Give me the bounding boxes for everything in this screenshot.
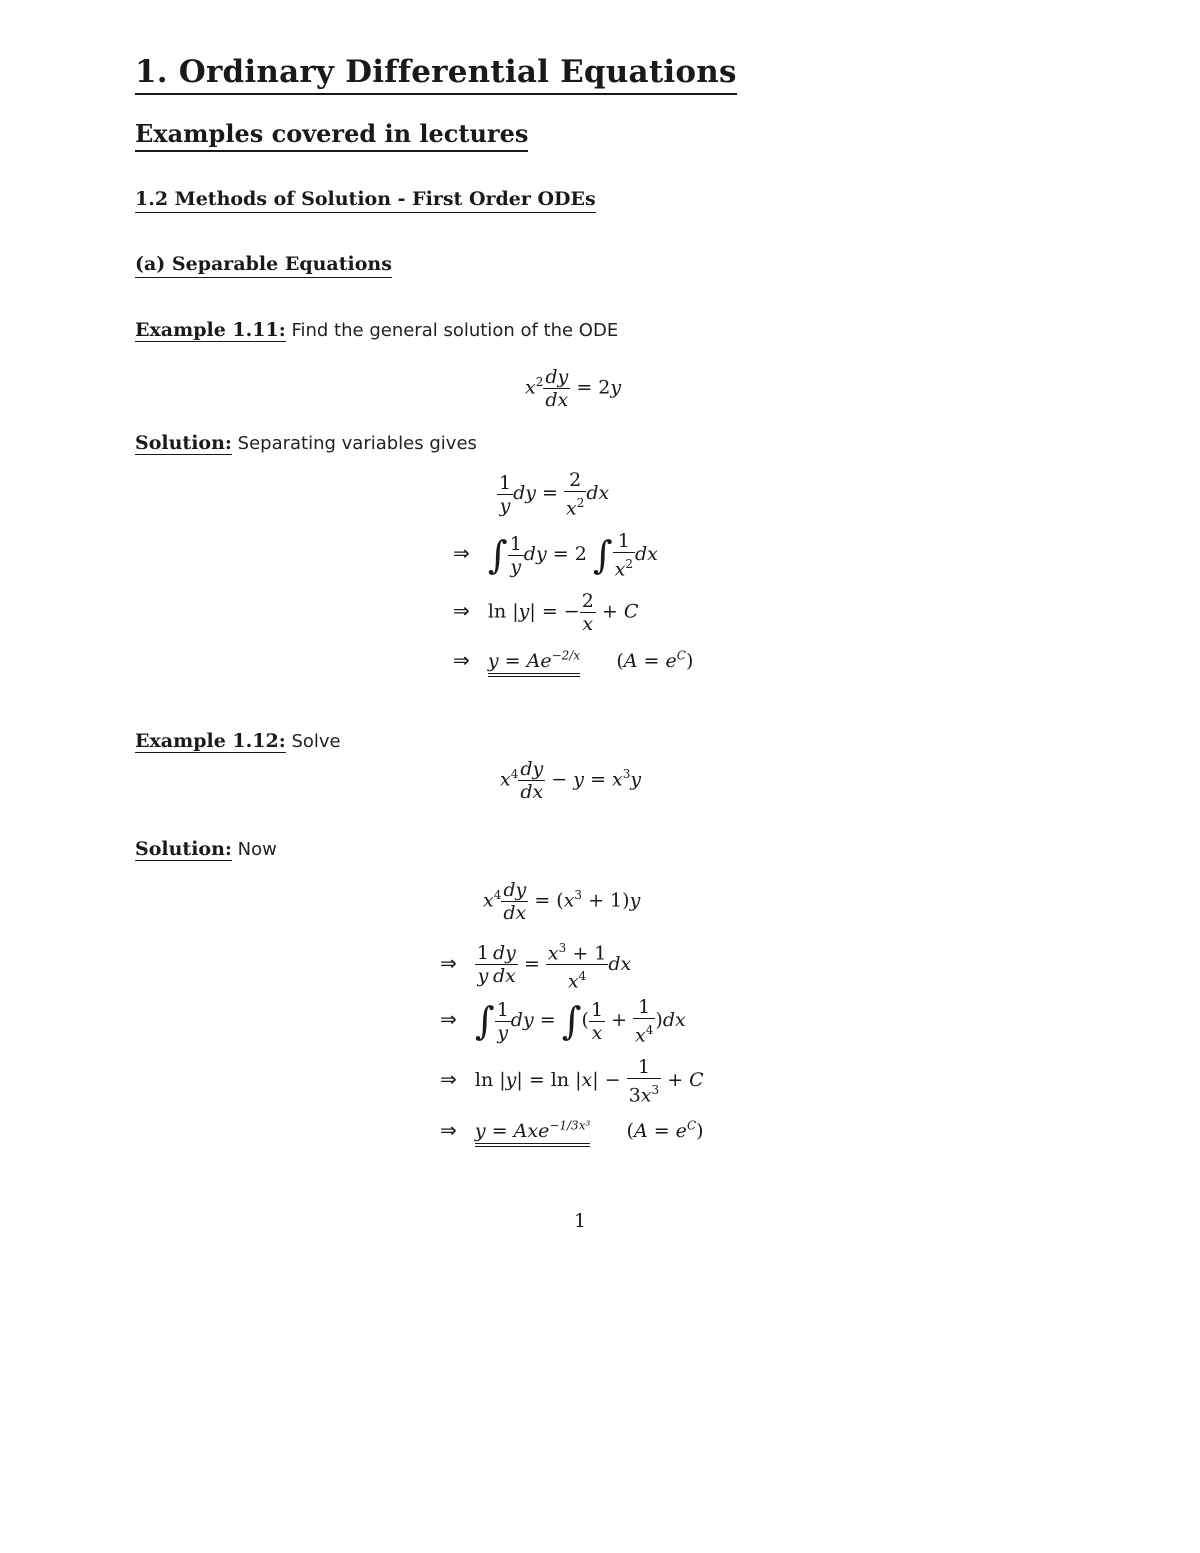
example-1-11-solution-label: Solution: bbox=[135, 432, 232, 454]
implies-icon: ⇒ bbox=[453, 541, 470, 566]
ex12-final-answer: y = Axe$^{-1/3x^3}$ bbox=[475, 1120, 590, 1147]
ex12-step-4: ⇒ ln |y| = ln |x| − $\frac{1}{3x^3}$ + C bbox=[440, 1056, 704, 1107]
subsubsection-title: (a) Separable Equations bbox=[135, 251, 392, 278]
integral-icon: ∫ bbox=[561, 999, 582, 1044]
example-1-12-equation: $x^4$ $\frac{dy}{dx}$ − $y = x^3y$ bbox=[500, 758, 642, 803]
example-1-11-label: Example 1.11: bbox=[135, 319, 286, 341]
implies-icon: ⇒ bbox=[453, 648, 470, 672]
integral-icon: ∫ bbox=[487, 533, 508, 578]
integral-icon: ∫ bbox=[474, 999, 495, 1044]
example-1-11-solution bbox=[135, 430, 477, 457]
ex11-final-answer: $y = Ae^{-2/x}$ bbox=[488, 650, 580, 677]
example-1-12-solution-text: Now bbox=[231, 839, 277, 860]
ex11-step-3: ⇒ ln |y| = − $\frac{2}{x}$ + C bbox=[453, 590, 639, 635]
ex11-step-1: $\frac{1}{y}$ dy = $\frac{2}{x^2}$ dx bbox=[499, 469, 610, 520]
example-1-11-statement bbox=[135, 317, 618, 344]
example-1-12-statement bbox=[135, 728, 341, 755]
subsection-title: 1.2 Methods of Solution - First Order ODEs bbox=[135, 186, 596, 213]
page-number: 1 bbox=[573, 1210, 587, 1232]
example-1-11-solution-text: Separating variables gives bbox=[231, 433, 477, 454]
ex12-step-3: ⇒ ∫ $\frac{1}{y}$ dy = ∫( $\frac{1}{x}$ + $\frac{1}{x^4}$ )dx bbox=[440, 996, 686, 1047]
implies-icon: ⇒ bbox=[440, 1007, 457, 1032]
example-1-11-equation: $x^2$ $\frac{dy}{dx}$ = 2y bbox=[525, 366, 622, 411]
implies-icon: ⇒ bbox=[440, 1118, 457, 1142]
ex12-step-2: ⇒ $\frac{1}{y}$ $\frac{dy}{dx}$ = $\frac{x^3 + 1}{x^4}$ dx bbox=[440, 937, 631, 993]
chapter-title: 1. Ordinary Differential Equations bbox=[135, 52, 737, 95]
example-1-12-text: Solve bbox=[285, 731, 341, 752]
example-1-11-text: Find the general solution of the ODE bbox=[285, 320, 619, 341]
ex12-step-1: $x^4$ $\frac{dy}{dx}$ = $(x^3 + 1)y$ bbox=[483, 879, 641, 924]
example-1-12-label: Example 1.12: bbox=[135, 730, 286, 752]
ex11-step-2: ⇒ ∫ $\frac{1}{y}$ dy = 2 ∫ $\frac{1}{x^2}$ dx bbox=[453, 530, 658, 581]
integral-icon: ∫ bbox=[592, 533, 613, 578]
ex12-step-5: ⇒ y = Axe$^{-1/3x^3}$ $(A = e^C)$ bbox=[440, 1118, 704, 1142]
example-1-12-solution bbox=[135, 836, 277, 863]
implies-icon: ⇒ bbox=[440, 950, 457, 975]
example-1-12-solution-label: Solution: bbox=[135, 838, 232, 860]
ex11-step-4: ⇒ $y = Ae^{-2/x}$ $(A = e^C)$ bbox=[453, 648, 693, 672]
implies-icon: ⇒ bbox=[440, 1067, 457, 1092]
implies-icon: ⇒ bbox=[453, 598, 470, 623]
section-title: Examples covered in lectures bbox=[135, 118, 528, 152]
